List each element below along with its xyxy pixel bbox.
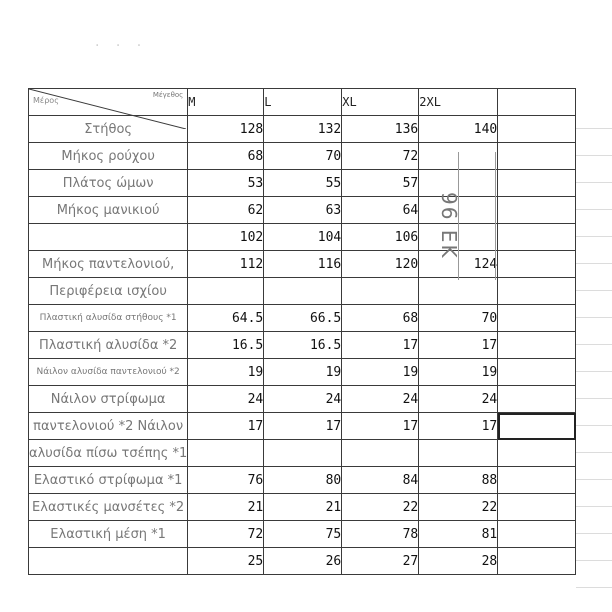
value-cell[interactable]: 75 xyxy=(264,521,342,548)
value-cell[interactable]: 63 xyxy=(264,197,342,224)
value-cell[interactable]: 16.5 xyxy=(264,332,342,359)
value-cell[interactable]: 104 xyxy=(264,224,342,251)
size-col-l[interactable]: L xyxy=(264,89,342,116)
table-row xyxy=(29,467,576,494)
row-label[interactable]: Περιφέρεια ισχίου xyxy=(29,278,188,305)
background-gridline xyxy=(576,533,612,534)
value-cell[interactable]: 78 xyxy=(342,521,419,548)
row-label[interactable]: Ελαστικές μανσέτες *2 xyxy=(29,494,188,521)
row-label[interactable]: Στήθος xyxy=(29,116,188,143)
background-gridline xyxy=(576,587,612,588)
corner-header-cell[interactable] xyxy=(29,89,188,116)
value-cell[interactable]: 24 xyxy=(342,386,419,413)
value-cell[interactable] xyxy=(419,440,498,467)
row-label[interactable]: Μήκος παντελονιού, xyxy=(29,251,188,278)
value-cell[interactable]: 84 xyxy=(342,467,419,494)
value-cell[interactable]: 70 xyxy=(264,143,342,170)
value-cell[interactable]: 19 xyxy=(419,359,498,386)
table-row xyxy=(29,413,576,440)
empty-cell[interactable] xyxy=(498,521,576,548)
value-cell[interactable] xyxy=(188,440,264,467)
value-cell[interactable]: 25 xyxy=(188,548,264,575)
value-cell[interactable]: 62 xyxy=(188,197,264,224)
value-cell[interactable]: 102 xyxy=(188,224,264,251)
table-row xyxy=(29,548,576,575)
value-cell[interactable]: 140 xyxy=(419,116,498,143)
value-cell[interactable]: 132 xyxy=(264,116,342,143)
value-cell[interactable]: 72 xyxy=(188,521,264,548)
value-cell[interactable]: 24 xyxy=(188,386,264,413)
value-cell[interactable]: 116 xyxy=(264,251,342,278)
value-cell[interactable]: 21 xyxy=(264,494,342,521)
background-gridline xyxy=(576,452,612,453)
value-cell[interactable]: 21 xyxy=(188,494,264,521)
background-gridline xyxy=(576,236,612,237)
value-cell[interactable]: 17 xyxy=(342,332,419,359)
empty-cell[interactable] xyxy=(498,251,576,278)
value-cell[interactable]: 53 xyxy=(188,170,264,197)
value-cell[interactable]: 24 xyxy=(264,386,342,413)
value-cell[interactable]: 17 xyxy=(188,413,264,440)
background-gridline xyxy=(576,128,612,129)
background-gridline xyxy=(576,371,612,372)
value-cell[interactable]: 57 xyxy=(342,170,419,197)
stamp-text: 96 ΕΚ xyxy=(437,192,461,260)
row-label[interactable]: Μήκος μανικιού xyxy=(29,197,188,224)
value-cell[interactable] xyxy=(264,440,342,467)
value-cell[interactable]: 55 xyxy=(264,170,342,197)
row-label[interactable]: παντελονιού *2 Νάιλον xyxy=(29,413,188,440)
empty-cell[interactable] xyxy=(498,386,576,413)
empty-cell[interactable] xyxy=(498,197,576,224)
row-label[interactable] xyxy=(29,224,188,251)
value-cell[interactable]: 24 xyxy=(419,386,498,413)
row-label[interactable] xyxy=(29,548,188,575)
value-cell[interactable] xyxy=(264,278,342,305)
row-label[interactable]: Νάιλον στρίφωμα xyxy=(29,386,188,413)
background-gridline xyxy=(576,290,612,291)
empty-header-cell[interactable] xyxy=(498,89,576,116)
background-gridline xyxy=(576,398,612,399)
background-gridline xyxy=(576,344,612,345)
value-cell[interactable]: 112 xyxy=(188,251,264,278)
empty-cell[interactable] xyxy=(498,440,576,467)
empty-cell[interactable] xyxy=(498,359,576,386)
background-gridline xyxy=(576,479,612,480)
background-gridline xyxy=(576,506,612,507)
row-label[interactable]: Πλαστική αλυσίδα *2 xyxy=(29,332,188,359)
value-cell[interactable]: 64 xyxy=(342,197,419,224)
empty-cell[interactable] xyxy=(498,548,576,575)
size-header-label: Μέγεθος xyxy=(152,91,184,99)
background-gridline xyxy=(576,560,612,561)
value-cell[interactable] xyxy=(342,278,419,305)
value-cell[interactable] xyxy=(419,278,498,305)
value-cell[interactable]: 17 xyxy=(419,332,498,359)
value-cell[interactable]: 27 xyxy=(342,548,419,575)
table-row xyxy=(29,332,576,359)
background-gridline xyxy=(576,317,612,318)
size-col-2xl[interactable]: 2XL xyxy=(419,89,498,116)
table-row xyxy=(29,359,576,386)
value-cell[interactable]: 22 xyxy=(419,494,498,521)
value-cell[interactable]: 17 xyxy=(342,413,419,440)
table-row xyxy=(29,494,576,521)
background-gridline xyxy=(576,155,612,156)
row-label[interactable]: Ελαστική μέση *1 xyxy=(29,521,188,548)
value-cell[interactable]: 19 xyxy=(264,359,342,386)
value-cell[interactable]: 17 xyxy=(264,413,342,440)
value-cell[interactable]: 76 xyxy=(188,467,264,494)
table-row xyxy=(29,386,576,413)
value-cell[interactable]: 22 xyxy=(342,494,419,521)
row-label[interactable]: Πλαστική αλυσίδα στήθους *1 xyxy=(29,305,188,332)
row-label[interactable]: Πλάτος ώμων xyxy=(29,170,188,197)
value-cell[interactable]: 72 xyxy=(342,143,419,170)
empty-cell[interactable] xyxy=(498,170,576,197)
value-cell[interactable]: 70 xyxy=(419,305,498,332)
table-row xyxy=(29,305,576,332)
table-row xyxy=(29,278,576,305)
empty-cell[interactable] xyxy=(498,494,576,521)
background-gridline xyxy=(576,182,612,183)
row-label[interactable]: Ελαστικό στρίφωμα *1 xyxy=(29,467,188,494)
background-gridline xyxy=(576,425,612,426)
value-cell[interactable] xyxy=(188,278,264,305)
empty-cell[interactable] xyxy=(498,467,576,494)
table-row xyxy=(29,440,576,467)
value-cell[interactable]: 66.5 xyxy=(264,305,342,332)
value-cell[interactable]: 68 xyxy=(188,143,264,170)
value-cell[interactable]: 17 xyxy=(419,413,498,440)
header-row xyxy=(29,89,576,116)
size-col-m[interactable]: M xyxy=(188,89,264,116)
value-cell[interactable]: 64.5 xyxy=(188,305,264,332)
size-col-xl[interactable]: XL xyxy=(342,89,419,116)
empty-cell[interactable] xyxy=(498,413,576,440)
row-label[interactable]: αλυσίδα πίσω τσέπης *1 xyxy=(29,440,188,467)
table-row xyxy=(29,521,576,548)
value-cell[interactable]: 16.5 xyxy=(188,332,264,359)
empty-cell[interactable] xyxy=(498,143,576,170)
value-cell[interactable]: 120 xyxy=(342,251,419,278)
value-cell[interactable]: 106 xyxy=(342,224,419,251)
empty-cell[interactable] xyxy=(498,332,576,359)
vertical-stamp xyxy=(437,152,496,280)
value-cell[interactable]: 19 xyxy=(342,359,419,386)
value-cell[interactable]: 28 xyxy=(419,548,498,575)
background-gridline xyxy=(576,209,612,210)
empty-cell[interactable] xyxy=(498,278,576,305)
empty-cell[interactable] xyxy=(498,224,576,251)
value-cell[interactable]: 136 xyxy=(342,116,419,143)
row-label[interactable]: Νάιλον αλυσίδα παντελονιού *2 xyxy=(29,359,188,386)
empty-cell[interactable] xyxy=(498,305,576,332)
value-cell[interactable] xyxy=(342,440,419,467)
part-header-label: Μέρος xyxy=(33,96,59,105)
value-cell[interactable]: 26 xyxy=(264,548,342,575)
value-cell[interactable]: 124 xyxy=(419,251,498,278)
background-gridline xyxy=(576,263,612,264)
value-cell[interactable]: 128 xyxy=(188,116,264,143)
value-cell[interactable]: 88 xyxy=(419,467,498,494)
table-row xyxy=(29,116,576,143)
value-cell[interactable]: 81 xyxy=(419,521,498,548)
row-label[interactable]: Μήκος ρούχου xyxy=(29,143,188,170)
value-cell[interactable]: 19 xyxy=(188,359,264,386)
empty-cell[interactable] xyxy=(498,116,576,143)
value-cell[interactable]: 80 xyxy=(264,467,342,494)
value-cell[interactable]: 68 xyxy=(342,305,419,332)
faint-header-text: · · · xyxy=(95,38,148,54)
